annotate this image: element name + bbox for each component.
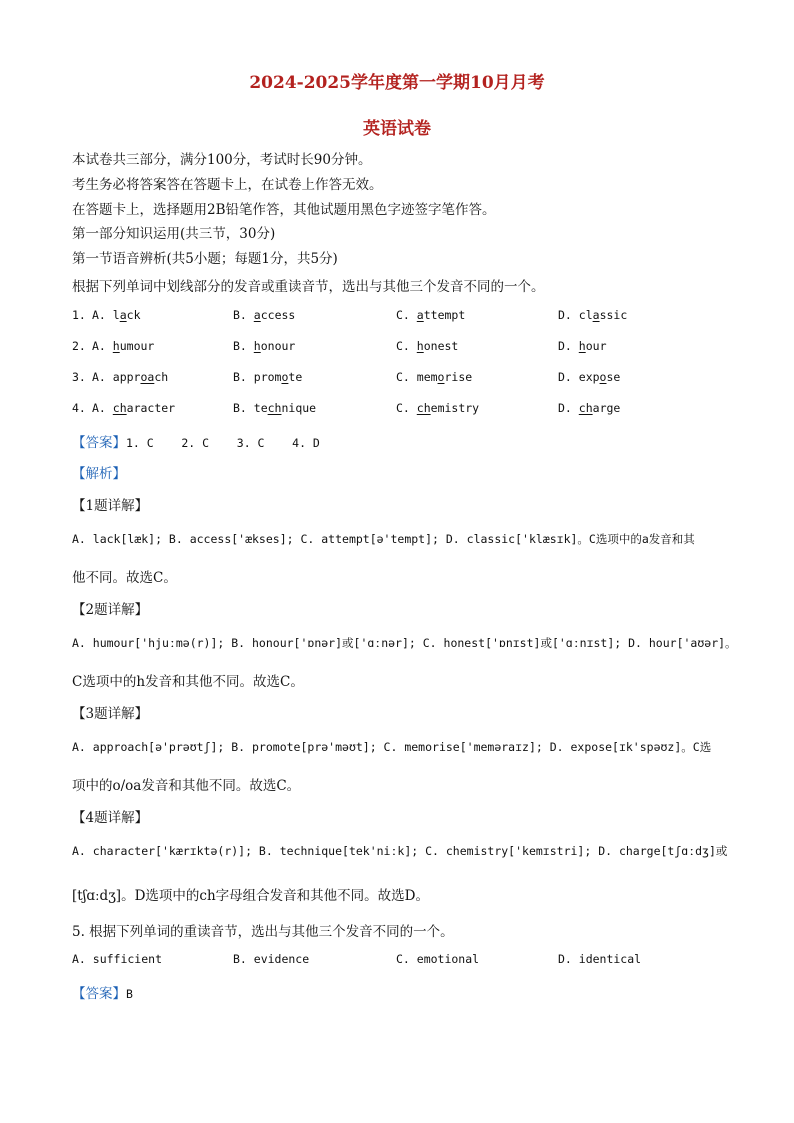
detail-text: A. lack[læk]; B. access['ækses]; C. attempt[ə'tempt]; D. classic['klæsɪk]。C选项中的a发音和其	[72, 532, 695, 546]
option-a: A. lack	[92, 308, 141, 322]
option-b: B. honour	[233, 339, 296, 353]
option-c: C. chemistry	[396, 401, 480, 415]
detail-heading: 【1题详解】	[72, 498, 149, 514]
option-b: B. promote	[233, 370, 303, 384]
detail-heading: 【2题详解】	[72, 602, 149, 618]
option-d: D. classic	[558, 308, 628, 322]
question-number: 4.	[72, 401, 86, 415]
answer-5-line	[72, 982, 133, 1002]
question-directions: 根据下列单词中划线部分的发音或重读音节，选出与其他三个发音不同的一个。	[72, 279, 545, 295]
detail-text: A. approach[ə'prəʊtʃ]; B. promote[prə'məʊt]; C. memorise['meməraɪz]; D. expose[ɪk'spəʊz]。C选	[72, 740, 712, 754]
option-b: B. evidence	[233, 952, 310, 966]
answer-tag: 【答案】	[72, 435, 126, 451]
answer-text: B	[126, 987, 133, 1001]
option-d: D. charge	[558, 401, 621, 415]
option-a: A. approach	[92, 370, 169, 384]
option-a: A. sufficient	[72, 952, 163, 966]
option-c: C. memorise	[396, 370, 473, 384]
option-a: A. character	[92, 401, 176, 415]
question-5-stem: 5. 根据下列单词的重读音节，选出与其他三个发音不同的一个。	[72, 924, 454, 940]
instruction-2: 考生务必将答案答在答题卡上，在试卷上作答无效。	[72, 177, 383, 193]
instruction-1: 本试卷共三部分，满分100分，考试时长90分钟。	[72, 152, 372, 168]
analysis-label: 【解析】	[72, 466, 126, 482]
subsection-heading: 第一节语音辨析(共5小题；每题1分，共5分)	[72, 251, 338, 267]
detail-text: [tʃɑːdʒ]。D选项中的ch字母组合发音和其他不同。故选D。	[72, 888, 429, 904]
exam-title: 2024-2025学年度第一学期10月月考	[249, 73, 545, 93]
question-number: 1.	[72, 308, 86, 322]
detail-heading: 【4题详解】	[72, 810, 149, 826]
detail-text: 项中的o/oa发音和其他不同。故选C。	[72, 778, 301, 794]
detail-text: A. humour['hjuːmə(r)]; B. honour['ɒnər]或['ɑːnər]; C. honest['ɒnɪst]或['ɑːnɪst]; D. hour['aʊər]。	[72, 636, 737, 650]
option-b: B. technique	[233, 401, 317, 415]
instruction-3: 在答题卡上，选择题用2B铅笔作答，其他试题用黑色字迹签字笔作答。	[72, 202, 496, 218]
option-b: B. access	[233, 308, 296, 322]
option-c: C. attempt	[396, 308, 466, 322]
answer-tag: 【答案】	[72, 986, 126, 1002]
exam-subtitle: 英语试卷	[363, 119, 431, 139]
answer-line	[72, 431, 320, 451]
answer-text: 1. C 2. C 3. C 4. D	[126, 436, 320, 450]
option-c: C. emotional	[396, 952, 480, 966]
option-a: A. humour	[92, 339, 155, 353]
question-number: 3.	[72, 370, 86, 384]
question-number: 2.	[72, 339, 86, 353]
option-d: D. hour	[558, 339, 607, 353]
section-heading: 第一部分知识运用(共三节，30分)	[72, 226, 276, 242]
option-d: D. expose	[558, 370, 621, 384]
option-c: C. honest	[396, 339, 459, 353]
detail-text: A. character['kærɪktə(r)]; B. technique[tek'niːk]; C. chemistry['kemɪstri]; D. charge[tʃɑːdʒ]或	[72, 844, 728, 858]
detail-text: 他不同。故选C。	[72, 570, 177, 586]
option-d: D. identical	[558, 952, 642, 966]
detail-text: C选项中的h发音和其他不同。故选C。	[72, 674, 304, 690]
detail-heading: 【3题详解】	[72, 706, 149, 722]
